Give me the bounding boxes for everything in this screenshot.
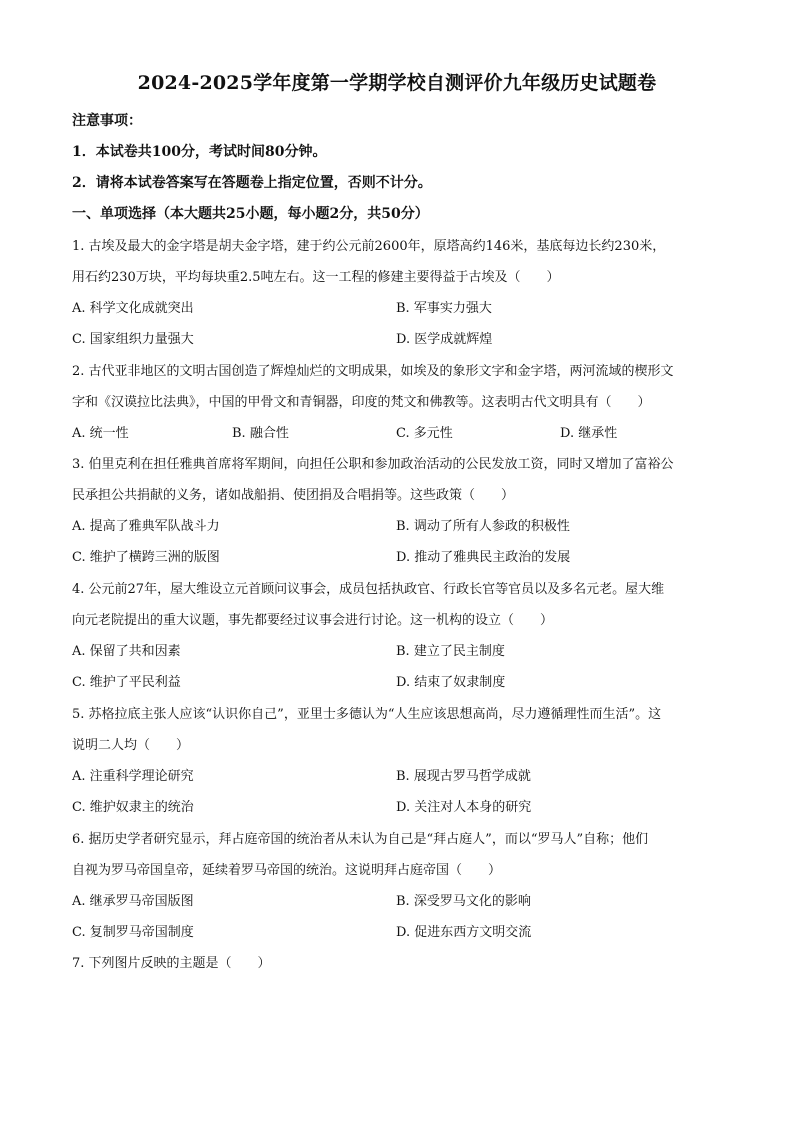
question-6-option-c: C. 复制罗马帝国制度 [72,925,194,940]
question-3-option-d: D. 推动了雅典民主政治的发展 [396,550,571,565]
question-6-line-1: 6. 据历史学者研究显示，拜占庭帝国的统治者从未认为自己是“拜占庭人”，而以“罗马人”自称；他们 [72,832,649,847]
question-4-option-a: A. 保留了共和因素 [72,644,181,659]
question-1-option-a: A. 科学文化成就突出 [72,301,194,316]
question-4-option-d: D. 结束了奴隶制度 [396,675,506,690]
question-4-line-1: 4. 公元前27年，屋大维设立元首顾问议事会，成员包括执政官、行政长官等官员以及多名元老。屋大维 [72,582,665,597]
question-6-line-2: 自视为罗马帝国皇帝，延续着罗马帝国的统治。这说明拜占庭帝国（ ） [72,863,502,878]
question-1-option-b: B. 军事实力强大 [396,301,492,316]
question-1-line-2: 用石约230万块，平均每块重2.5吨左右。这一工程的修建主要得益于古埃及（ ） [72,270,560,285]
question-2-option-b: B. 融合性 [232,426,289,441]
question-2-option-c: C. 多元性 [396,426,453,441]
question-2-line-1: 2. 古代亚非地区的文明古国创造了辉煌灿烂的文明成果，如埃及的象形文字和金字塔，两河流域的楔形文 [72,364,674,379]
question-3-option-b: B. 调动了所有人参政的积极性 [396,519,570,534]
question-2-line-2: 字和《汉谟拉比法典》，中国的甲骨文和青铜器，印度的梵文和佛教等。这表明古代文明具有（ ） [72,395,651,410]
question-3-option-c: C. 维护了横跨三洲的版图 [72,550,220,565]
notice-item: 2．请将本试卷答案写在答题卷上指定位置，否则不计分。 [72,175,432,191]
question-5-line-2: 说明二人均（ ） [72,738,190,753]
question-1-option-c: C. 国家组织力量强大 [72,332,194,347]
notice-item: 1．本试卷共100分，考试时间80分钟。 [72,144,327,160]
question-4-option-b: B. 建立了民主制度 [396,644,505,659]
question-5-option-c: C. 维护奴隶主的统治 [72,800,194,815]
question-5-line-1: 5. 苏格拉底主张人应该“认识你自己”，亚里士多德认为“人生应该思想高尚，尽力遵循理性而生活”。这 [72,707,662,722]
question-1-line-1: 1. 古埃及最大的金字塔是胡夫金字塔，建于约公元前2600年，原塔高约146米，基底每边长约230米， [72,239,666,254]
question-3-option-a: A. 提高了雅典军队战斗力 [72,519,220,534]
question-4-option-c: C. 维护了平民利益 [72,675,181,690]
question-4-line-2: 向元老院提出的重大议题，事先都要经过议事会进行讨论。这一机构的设立（ ） [72,613,554,628]
question-7-line-1: 7. 下列图片反映的主题是（ ） [72,956,271,971]
question-6-option-d: D. 促进东西方文明交流 [396,925,532,940]
question-5-option-d: D. 关注对人本身的研究 [396,800,532,815]
question-1-option-d: D. 医学成就辉煌 [396,332,493,347]
question-3-line-2: 民承担公共捐献的义务，诸如战船捐、使团捐及合唱捐等。这些政策（ ） [72,488,515,503]
section-heading: 一、单项选择（本大题共25小题，每小题2分，共50分） [72,206,429,222]
question-5-option-b: B. 展现古罗马哲学成就 [396,769,531,784]
page-title: 2024-2025学年度第一学期学校自测评价九年级历史试题卷 [137,72,657,94]
question-3-line-1: 3. 伯里克利在担任雅典首席将军期间，向担任公职和参加政治活动的公民发放工资，同时又增加了富裕公 [72,457,674,472]
question-5-option-a: A. 注重科学理论研究 [72,769,194,784]
question-6-option-a: A. 继承罗马帝国版图 [72,894,194,909]
notice-heading: 注意事项： [72,113,142,129]
question-2-option-a: A. 统一性 [72,426,129,441]
question-6-option-b: B. 深受罗马文化的影响 [396,894,531,909]
question-2-option-d: D. 继承性 [560,426,618,441]
